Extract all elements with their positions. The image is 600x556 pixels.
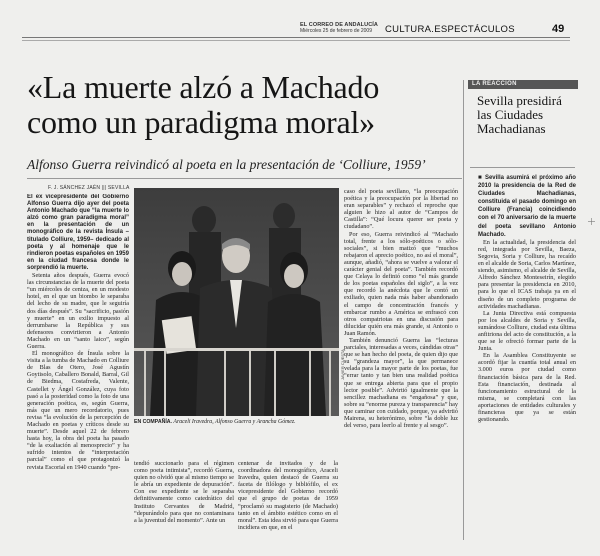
sidebar-title: Sevilla presidirá las Ciudades Machadianas	[477, 93, 562, 136]
article-column-4	[344, 188, 458, 540]
sidebar-paragraph: En la actualidad, la presidencia del red, integrada por Sevilla, Baeza, Segovia, Soria y Colliure, ha recaído en el alcalde de Soria, Carlos Martínez, siendo, asimismo, el alcalde de Sevilla, Alfredo Sánchez Monteseirín, elegido para presentar la presidencia en 2010, para lo que el ICAS trabaja ya en el diseño de un completo programa de actividades machadianas.	[478, 238, 576, 310]
headline	[27, 70, 457, 140]
brand: EL CORREO DE ANDALUCÍA	[300, 22, 378, 28]
article-column-3	[238, 460, 338, 540]
caption-tag: EN COMPAÑÍA.	[134, 419, 172, 425]
headline-line-1: «La muerte alzó a Machado	[27, 69, 380, 105]
sidebar-divider	[463, 80, 464, 540]
article-column-1	[27, 194, 129, 534]
registration-mark-icon	[588, 218, 595, 225]
sidebar-body	[478, 174, 576, 540]
article-paragraph: caso del poeta sevillano, “la preocupación poética y la preocupación por la libertad no eran separables” y rechazó el reproche que alguien le hizo al autor de “Campos de Castilla”: “Qué locura querer ser poeta y ciudadano”.	[344, 188, 458, 231]
photo-credit: JAVIER CUESTA	[340, 349, 345, 380]
headline-line-2: como un paradigma moral»	[27, 104, 375, 140]
masthead-meta	[300, 22, 380, 34]
article-paragraph: También denunció Guerra las “lecturas parciales, interesadas a veces, cándidas otras” que se han hecho del poeta, de quien dijo que su “grandeza mayor”, la que permanece velada para la mayor parte de los poetas, fue “errar tanto y tan bien una realidad poética que se entrega abierta para que el propio lector posible”. Advirtió igualmente que la sencillez machadiana es “engañosa” y que, sobre su “enorme pureza y transparencia” hay que caminar con cuidado, porque, ya advirtió Mairena, su heterónimo, sobre “la doble luz del verso, para leerlo al frente y al sesgo”.	[344, 336, 458, 430]
page-number: 49	[552, 23, 565, 35]
article-paragraph: tendió succionarlo para el régimen como poeta intimista”, recordó Guerra, quien no olvidó que al mismo tiempo se le abría un expediente de depuración”. Con ese expediente se le separaba definitivamente como catedrático del Instituto Cervantes de Madrid, “depurándolo para que no contaminara a la juventud del momento”. Ante un	[134, 460, 234, 524]
photo-caption	[134, 419, 344, 426]
sidebar-tag: LA REACCIÓN	[468, 80, 578, 89]
bullet-icon: ■	[478, 174, 485, 181]
article-paragraph: centenar de invitados y de la coordinadora del monográfico, Araceli Iravedra, quien destacó de Guerra su faceta de filólogo y bibliófilo, el ex vicepresidente del Gobierno recordó que el grupo de poetas de 1959 “proclamó su magisterio (de Machado) tanto en el ámbito estético como en el moral”. Esta idea sirvió para que Guerra incidiera en que, en el	[238, 460, 338, 531]
sidebar-paragraph: En la Asamblea Constituyente se acordó fijar la cuantía total anual en 3.000 euros por ciudad como financiación básica para de la Red. Esta financiación, destinada al funcionamiento estructural de la misma, se completará con las aportaciones de entidades culturales y financieras que ya se están gestionando.	[478, 352, 576, 424]
article-paragraph: Setenta años después, Guerra evocó las circunstancias de la muerte del poeta “un miércoles de ceniza, en un modesto hotel, en el que un biombo le separaba del lecho de su madre, que le seguiría dos días después”. Su “sacrificio, pasión y muerte” en un exilio impuesto al derrumbarse la República y sus defensores convirtieron a Antonio Machado en un “santo laico”, según Guerra.	[27, 272, 129, 350]
article-column-2	[134, 460, 234, 540]
article-lead: El ex vicepresidente del Gobierno Alfonso Guerra dijo ayer del poeta Antonio Machado que “la muerte lo alzó como gran paradigma moral” en la presentación de un monográfico de la revista Ínsula –titulado Colliure, 1959– dedicado al poeta y al homenaje que le rindieron poetas españoles en 1959 en la ciudad francesa donde le sorprendió la muerte.	[27, 194, 129, 271]
header-rule-thin	[22, 40, 570, 41]
sidebar-lead: Sevilla asumirá el próximo año 2010 la presidencia de la Red de Ciudades Machadianas, constituida el pasado domingo en Colliure (Francia) coincidiendo con el 70 aniversario de la muerte del poeta sevillano Antonio Machado.	[478, 175, 576, 238]
byline: F. J. SÁNCHEZ JAÉN ||| SEVILLA	[48, 185, 130, 191]
issue-date: Miércoles 25 de febrero de 2009	[300, 28, 372, 34]
photo-illustration	[134, 188, 339, 416]
subheadline: Alfonso Guerra reivindicó al poeta en la presentación de ‘Colliure, 1959’	[27, 157, 426, 172]
sidebar-paragraph: La Junta Directiva está compuesta por los alcaldes de Soria y Sevilla, sumándose Colliure, ciudad esta última anfitriona del acto de constitución, a la que se le ofreció formar parte de la Junta.	[478, 309, 576, 353]
article-photo	[134, 188, 339, 416]
caption-text: Araceli Iravedra, Alfonso Guerra y Arancha Gómez.	[173, 419, 296, 425]
header-rule	[22, 37, 570, 38]
article-paragraph: Por eso, Guerra reivindicó al “Machado total, frente a los sólo-poéticos o sólo-sociales”, si bien matizó que “muchos rebajaron el aprecio poético, no así el moral”, aunque, añadió, “ahora se vuelve a valorar el carácter genial del poeta”. También recordó que Celaya lo definió como “el más grande de los poetas españoles del siglo”, a la vez que recordó la anécdota que le contó un exiliado, quien nada más haber abandonado el campo de concentración francés y embarcar rumbo a América se enfrascó con otros compatriotas en una discusión para dilucidar quién era más grande, si Antonio o Juan Ramón.	[344, 230, 458, 337]
subhead-rule	[27, 178, 462, 179]
section-title: CULTURA.ESPECTÁCULOS	[385, 24, 515, 35]
sidebar-rule	[470, 167, 575, 168]
article-paragraph: El monográfico de Ínsula sobre la visita a la tumba de Machado en Colliure de Blas de Otero, José Agustín Goytisolo, Caballero Bonald, Barral, Gil de Biedma, Costafreda, Valente, Castellet y Ángel González, cuya foto pasó a la posteridad como la foto de una generación poética, es, según Guerra, más que un mero recordatorio, pues revisa “la evolución de la percepción de Machado en poetas y críticos desde su muerte”. Desde aquel 22 de febrero hasta hoy, la obra del poeta ha pasado “de la exaltación al menosprecio” y ha sufrido intentos de “interpretación parcial” como el que protagonizó la revista Escorial en 1940 cuando “pre-	[27, 350, 129, 471]
